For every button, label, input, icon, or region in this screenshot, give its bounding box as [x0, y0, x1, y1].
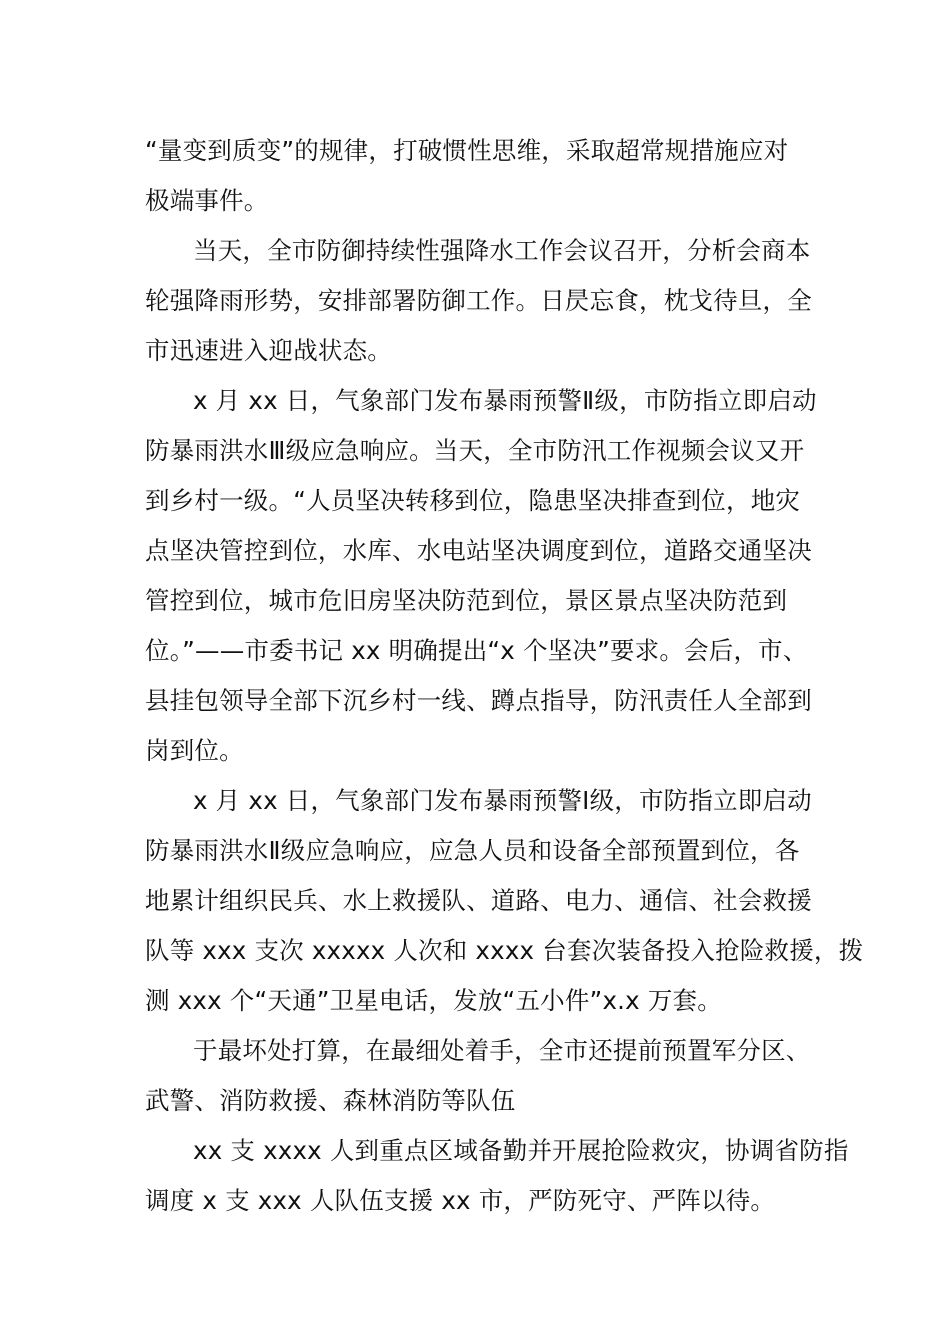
paragraph-start-line: x 月 xx 日，气象部门发布暴雨预警Ⅱ级，市防指立即启动 [193, 386, 817, 415]
paragraph-start-line: xx 支 xxxx 人到重点区域备勤并开展抢险救灾，协调省防指 [193, 1136, 849, 1165]
paragraph-start-line: 当天，全市防御持续性强降水工作会议召开，分析会商本 [193, 236, 811, 265]
text-line: 轮强降雨形势，安排部署防御工作。日昃忘食，枕戈待旦，全 [145, 286, 812, 315]
text-line: 队等 xxx 支次 xxxxx 人次和 xxxx 台套次装备投入抢险救援，拨 [145, 936, 864, 965]
text-line: 调度 x 支 xxx 人队伍支援 xx 市，严防死守、严阵以待。 [145, 1186, 776, 1215]
text-line: 到乡村一级。“人员坚决转移到位，隐患坚决排查到位，地灾 [145, 486, 801, 515]
text-line: 极端事件。 [145, 186, 269, 215]
text-line: 点坚决管控到位，水库、水电站坚决调度到位，道路交通坚决 [145, 536, 812, 565]
text-line: 防暴雨洪水Ⅱ级应急响应，应急人员和设备全部预置到位，各 [145, 836, 800, 865]
paragraph-start-line: x 月 xx 日，气象部门发布暴雨预警Ⅰ级，市防指立即启动 [193, 786, 812, 815]
text-line: 地累计组织民兵、水上救援队、道路、电力、通信、社会救援 [145, 886, 812, 915]
text-line: 岗到位。 [145, 736, 244, 765]
text-line: 位。”——市委书记 xx 明确提出“x 个坚决”要求。会后，市、 [145, 636, 808, 665]
text-line: 武警、消防救援、森林消防等队伍 [145, 1086, 516, 1115]
text-line: 防暴雨洪水Ⅲ级应急响应。当天，全市防汛工作视频会议又开 [145, 436, 805, 465]
text-line: “量变到质变”的规律，打破惯性思维，采取超常规措施应对 [145, 136, 789, 165]
text-line: 测 xxx 个“天通”卫星电话，发放“五小件”x.x 万套。 [145, 986, 722, 1015]
paragraph-start-line: 于最坏处打算，在最细处着手，全市还提前预置军分区、 [193, 1036, 811, 1065]
text-line: 市迅速进入迎战状态。 [145, 336, 392, 365]
text-line: 县挂包领导全部下沉乡村一线、蹲点指导，防汛责任人全部到 [145, 686, 812, 715]
text-line: 管控到位，城市危旧房坚决防范到位，景区景点坚决防范到 [145, 586, 788, 615]
